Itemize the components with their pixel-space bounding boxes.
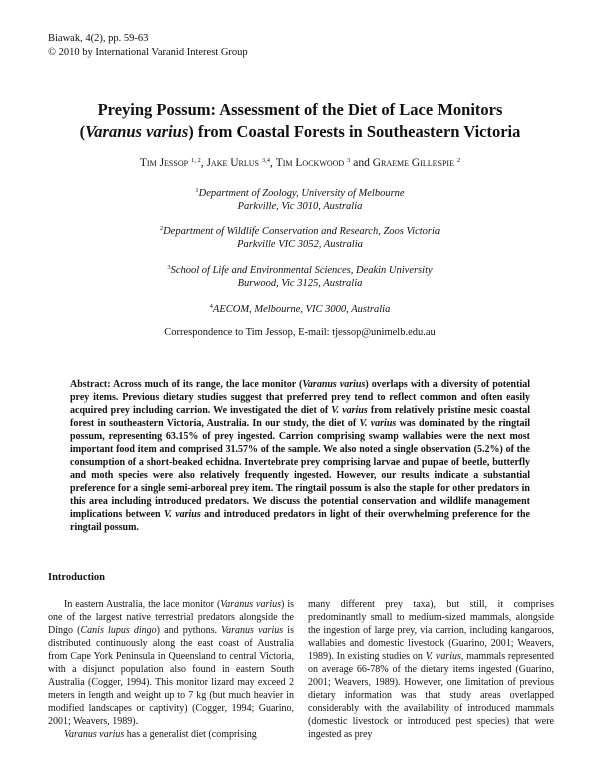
affiliation-number: 3 (167, 264, 171, 271)
paragraph (48, 728, 294, 741)
affiliation (60, 222, 540, 251)
author-name: Jake Urlus (206, 157, 259, 169)
title-line-1: Preying Possum: Assessment of the Diet of Lace Monitors (97, 100, 503, 119)
affiliation-line: Department of Zoology, University of Melbourne (198, 188, 405, 199)
affiliation-line: Parkville, Vic 3010, Australia (237, 201, 363, 212)
species-name: Varanus varius (221, 625, 284, 636)
affiliation (60, 261, 540, 290)
author-affil-marker: 2 (456, 157, 461, 164)
species-name: V. varius (331, 405, 368, 416)
affiliation-line: Department of Wildlife Conservation and Research, Zoos Victoria (163, 226, 441, 237)
abstract-text: Across much of its range, the lace monitor ( (110, 379, 303, 390)
text: , mammals represented on average 66-78% of the dietary items ingested (Guarino, 2001; Weavers, 1989). However, one limitation of previous dietary information was that study areas overlapped considerably with the availability of introduced mammals (domestic livestock or introduced pest species) that were ingested as prey (308, 651, 555, 740)
abstract-text: ) overlaps with a diversity of potential prey items. Previous dietary studies suggest that preferred prey tend to reflect common and often easily acquired prey including carrion. We investigated the diet of (70, 379, 530, 416)
body-column-right (308, 598, 554, 741)
journal-header (48, 32, 248, 60)
section-heading: Introduction (48, 572, 105, 583)
affiliation-number: 1 (195, 187, 199, 194)
affiliation (60, 184, 540, 213)
abstract-text: was dominated by the ringtail possum, representing 63.15% of prey ingested. Carrion comprising swamp wallabies were the next most important food item and comprised 31.57% of the sample. We also noted a single observation (5.2%) of the consumption of a short-beaked echidna. Invertebrate prey comprising larvae and pupae of beetle, butterfly and moth species were also relatively frequently ingested. However, our results indicate a substantial preference for a single semi-arboreal prey item. The ringtail possum is also the staple for other predators in this area including introduced predators. We discuss the potential conservation and wildlife management implications between (70, 418, 531, 520)
abstract-text: from relatively pristine mesic coastal forest in southeastern Victoria, Australia. In our study, the diet of (70, 405, 530, 429)
paragraph (48, 598, 294, 728)
body-column-left (48, 598, 294, 741)
author-name: Tim Lockwood (275, 157, 345, 169)
text: has a generalist diet (comprising (124, 729, 257, 740)
text: In eastern Australia, the lace monitor ( (64, 599, 221, 610)
affiliation-line: AECOM, Melbourne, VIC 3000, Australia (212, 304, 391, 315)
affiliation-number: 2 (159, 225, 164, 232)
species-name: Varanus varius (220, 599, 282, 610)
species-name: V. varius (359, 418, 397, 429)
affiliation-line: Burwood, Vic 3125, Australia (237, 278, 363, 289)
author-affil-marker: 1, 2 (190, 157, 201, 164)
text: ) is one of the largest native terrestrial predators alongside the Dingo ( (48, 599, 295, 636)
species-name: Canis lupus dingo (80, 625, 157, 636)
author-affil-marker: 3,4 (261, 157, 270, 164)
author-list: Tim Jessop $^{1, 2}$, Jake Urlus $^{3,4}$, Tim Lockwood $^3$ and Graeme Gillespie $^2$ (139, 157, 461, 169)
species-name: V. varius (425, 651, 461, 662)
author-name: Graeme Gillespie (372, 157, 454, 169)
title-line-2: (Varanus varius) from Coastal Forests in Southeastern Victoria (79, 122, 521, 141)
species-name: Varanus varius (64, 729, 125, 740)
title-line-2-rest: from Coastal Forests in Southeastern Victoria (193, 122, 521, 141)
journal-citation: Biawak, 4(2), pp. 59-63 (48, 33, 149, 44)
species-name: V. varius (163, 509, 201, 520)
abstract-text: and introduced predators in light of their overwhelming preference for the ringtail possum. (70, 509, 530, 533)
species-name: Varanus varius (302, 379, 366, 390)
affiliation-number: 4 (209, 303, 213, 310)
text: many different prey taxa), but still, it comprises predominantly small to medium-sized mammals, alongside the ingestion of large prey, via carrion, including kangaroos, wallabies and domestic livestock (Guarino, 2001; Weavers, 1989). In existing studies on (308, 599, 554, 662)
text: ) and pythons. (156, 625, 222, 636)
text: is distributed continuously along the east coast of Australia from Cape York Peninsula in Queensland to central Victoria, with a disjunct population also found in eastern South Australia (Cogger, 1994). This monitor lizard may exceed 2 meters in length and weight up to 7 kg (but much heavier in modified landscapes or captivity) (Cogger, 1994; Guarino, 2001; Weavers, 1989). (48, 625, 294, 727)
affiliation-line: School of Life and Environmental Sciences, Deakin University (170, 265, 433, 276)
affiliation (60, 300, 540, 316)
copyright-line: © 2010 by International Varanid Interest Group (48, 47, 248, 58)
title-species: Varanus varius (85, 122, 189, 141)
author-affil-marker: 3 (347, 157, 351, 164)
paragraph (308, 598, 554, 741)
author-conjunction: and (350, 157, 373, 169)
paper-title (40, 99, 560, 143)
abstract-label: Abstract: (70, 379, 111, 390)
author-name: Tim Jessop (139, 157, 189, 169)
correspondence: Correspondence to Tim Jessop, E-mail: tjessop@unimelb.edu.au (164, 327, 436, 338)
abstract (70, 378, 530, 534)
affiliation-line: Parkville VIC 3052, Australia (237, 239, 363, 250)
